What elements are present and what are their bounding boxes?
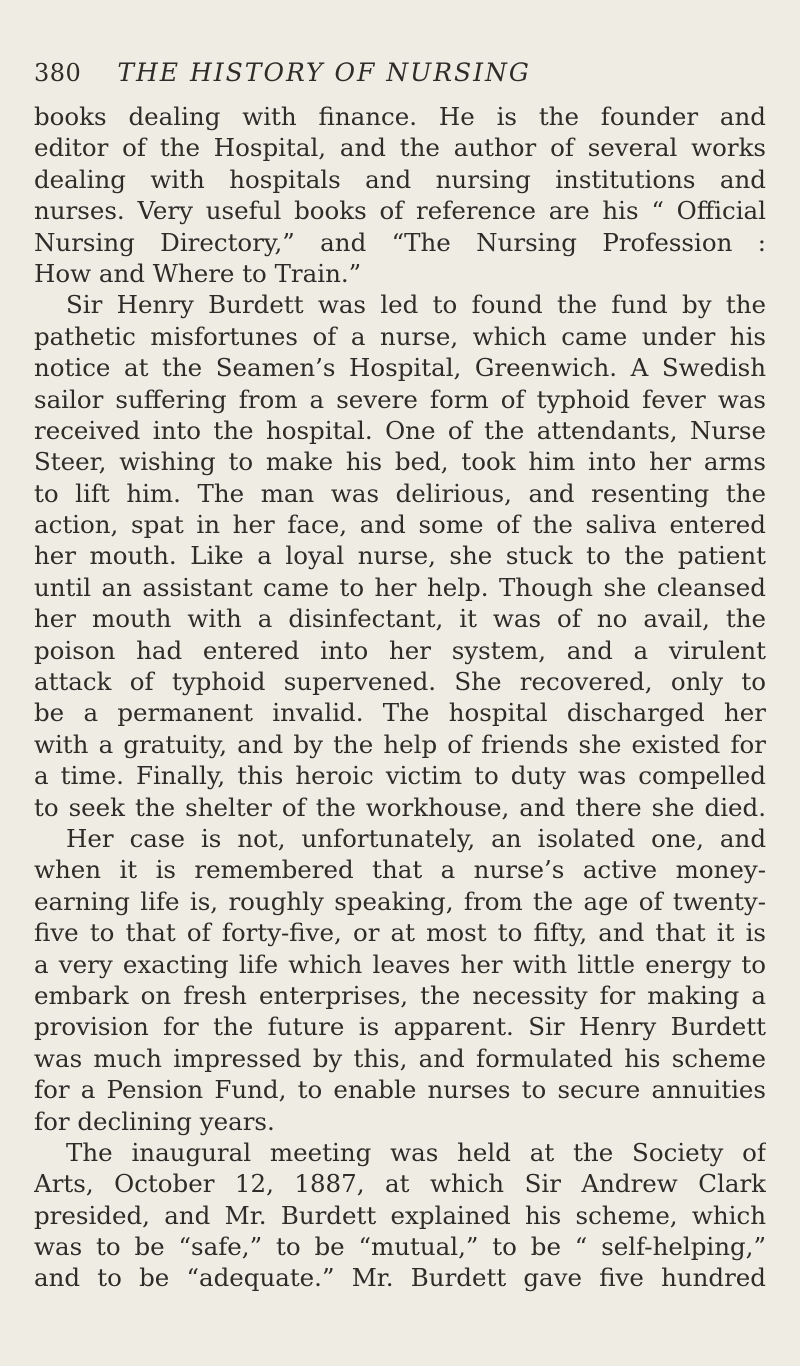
text-line: books dealing with finance. He is the founder and <box>34 102 766 131</box>
text-line: Her case is not, unfortunately, an isolated one, and <box>66 823 766 853</box>
text-line: attack of typhoid supervened. She recovered, only to <box>34 667 766 697</box>
text-line: notice at the Seamen’s Hospital, Greenwich. A Swedish <box>34 353 766 383</box>
text-line: pathetic misfortunes of a nurse, which came under his <box>34 321 766 351</box>
text-line: her mouth. Like a loyal nurse, she stuck to the patient <box>34 541 766 571</box>
text-line: received into the hospital. One of the attendants, Nurse <box>34 415 766 445</box>
text-line: to seek the shelter of the workhouse, and there she died. <box>34 792 766 822</box>
text-line: nurses. Very useful books of reference are his “ Official <box>34 196 766 226</box>
text-line: and to be “adequate.” Mr. Burdett gave five hundred <box>34 1263 766 1293</box>
text-line: a time. Finally, this heroic victim to duty was compelled <box>34 761 766 791</box>
text-line: until an assistant came to her help. Though she cleansed <box>34 572 766 602</box>
text-line: for a Pension Fund, to enable nurses to secure annuities <box>34 1075 766 1105</box>
text-line: to lift him. The man was delirious, and resenting the <box>34 478 766 508</box>
text-line: a very exacting life which leaves her with little energy to <box>34 949 766 979</box>
text-line: be a permanent invalid. The hospital discharged her <box>34 698 766 728</box>
text-line: Steer, wishing to make his bed, took him into her arms <box>34 447 766 477</box>
text-line: poison had entered into her system, and a virulent <box>34 635 766 665</box>
text-line: Nursing Directory,” and “The Nursing Profession : <box>34 227 766 257</box>
text-line: Arts, October 12, 1887, at which Sir Andrew Clark <box>34 1169 766 1199</box>
text-line: The inaugural meeting was held at the Society of <box>66 1137 766 1167</box>
text-line: Sir Henry Burdett was led to found the fund by the <box>66 290 766 320</box>
text-line: earning life is, roughly speaking, from the age of twenty- <box>34 886 766 916</box>
text-line: when it is remembered that a nurse’s active money- <box>34 855 766 885</box>
text-line: dealing with hospitals and nursing institutions and <box>34 164 766 194</box>
text-line: presided, and Mr. Burdett explained his scheme, which <box>34 1200 766 1230</box>
text-line: was much impressed by this, and formulated his scheme <box>34 1043 766 1073</box>
body-text <box>34 101 766 1294</box>
page-number: 380 <box>34 59 82 87</box>
text-line: for declining years. <box>34 1106 275 1136</box>
page-header <box>34 58 766 94</box>
running-title: THE HISTORY OF NURSING <box>117 58 531 87</box>
text-line: with a gratuity, and by the help of friends she existed for <box>34 729 766 759</box>
text-line: her mouth with a disinfectant, it was of no avail, the <box>34 604 766 634</box>
text-line: action, spat in her face, and some of the saliva entered <box>34 510 766 540</box>
text-line: five to that of forty-five, or at most to fifty, and that it is <box>34 918 766 948</box>
text-line: editor of the Hospital, and the author of several works <box>34 133 766 163</box>
text-line: provision for the future is apparent. Sir Henry Burdett <box>34 1012 766 1042</box>
text-line: was to be “safe,” to be “mutual,” to be “ self-helping,” <box>34 1232 766 1262</box>
text-line: embark on fresh enterprises, the necessity for making a <box>34 980 766 1010</box>
text-line: sailor suffering from a severe form of typhoid fever was <box>34 384 766 414</box>
text-line: How and Where to Train.” <box>34 258 362 288</box>
